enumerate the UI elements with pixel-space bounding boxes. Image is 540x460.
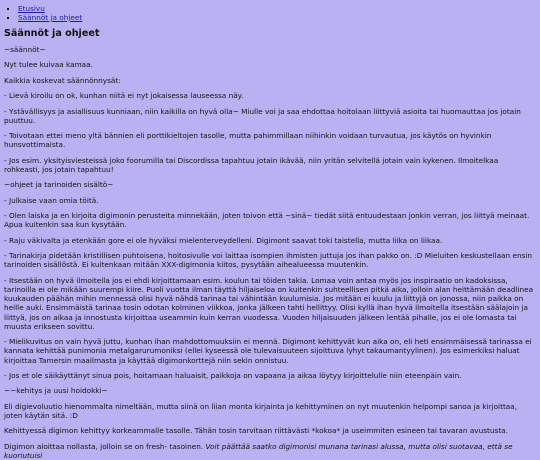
paragraph (4, 442, 536, 460)
rule-item: - Mielikuvitus on vain hyvä juttu, kunhan ihan mahdottomuuksiin ei mennä. Digimont kehittyvät kun aika on, eli heti ensimmäisessä tarinassa ei kannata kehittää punimonia metalgarurumoniksi (ellei kyseessä ole tulevaisuuteen sijoittuva lyhyt takaumantyylinen). Jos esimerkiksi haluat kirjoittaa Tamersin maailmasta ja käyttää digimonkorttejä niin sekin onnistuu. (4, 337, 532, 365)
nav-item-home (18, 4, 536, 13)
rule-item: - Lievä kiroilu on ok, kunhan niitä ei nyt jokaisessa lauseessa näy. (4, 91, 244, 101)
rule-item: - Itsestään on hyvä ilmoitella jos ei ehdi kirjoittamaan esim. koulun tai töiden takia. Lomaa voin antaa myös jos inspiraatio on kadoksissa, tarinoilla ei ole mikään suurempi kiire. Puoli vuotta ilman täyttä hiljaiseloa on kuitenkin suhteellisen pitkä aika, jolloin alan heittämään deadlinea kuukauden päähän mihin mennessä olisi hyvä nähdä tarinaa tai vähintään kuulumisia. Jos mitään ei kuulu ja liittyjä on jonossa, niin paikka on heille auki. Ensimmäistä tarinaa tosin odotan kolminen viikkoa, jonka jälkeen tahti hellittyy. Olisi kyllä ihan hyvä ilmoitella itsestään säälajoin ja liittyä, jos on aikaa ja innostusta kirjoittaa useammin kuin kerran vuodessa. Vuoden hiljaisuuden jälkeen lentää pihalle, jos ei ole lomasta tai muusta erikseen sovittu. (4, 275, 534, 331)
top-nav (4, 4, 536, 22)
section-heading-evolution: ~~kehitys ja uusi hoidokki~ (4, 386, 108, 396)
rule-item: - Ystävällisyys ja asiallisuus kunniaan, niin kaikilla on hyvä olla~ Miulle voi ja saa ehdottaa hoitolaan liittyviä asioita tai huomauttaa jos jotain puuttuu. (4, 106, 521, 125)
paragraph: Nyt tulee kuivaa kamaa. (4, 60, 93, 70)
nav-link-rules[interactable]: Säännöt ja ohjeet (18, 13, 83, 22)
page-title: Säännöt ja ohjeet (4, 28, 100, 39)
nav-link-home[interactable]: Etusivu (18, 4, 45, 13)
rule-item: - Toivotaan ettei meno yltä bännien eli porttikieltojen tasolle, mutta pahimmillaan niihinkin voidaan turvautua, jos käytös on hyvinkin hunsvottimaista. (4, 131, 492, 150)
rule-item: - Jos esim. yksityisviesteissä joko foorumilla tai Discordissa tapahtuu jotain ikävää, niin yritän selvitellä jotain vain kykenen. Ilmoitelkaa rohkeasti, jos jotain tapahtuu! (4, 155, 499, 174)
rule-item: - Jos et ole säikäyttänyt sinua pois, hoitamaan haluaisit, paikkoja on vapaana ja aikaa löytyy kirjoittelulle niin eteenpäin vain. (4, 370, 462, 380)
section-heading-guidelines: ~ohjeet ja tarinoiden sisältö~ (4, 180, 114, 190)
paragraph-lead: Digimon aloittaa nollasta, jolloin se on fresh- tasoinen. (4, 441, 206, 451)
section-heading-rules: ~säännöt~ (4, 45, 46, 54)
rule-item: - Raju väkivalta ja etenkään gore ei ole hyväksi mielenterveydelleni. Digimont saavat toki taistella, mutta liika on liikaa. (4, 235, 443, 245)
paragraph-emphasis: Voit päättää saatko digimonisi munana tarinasi alussa, mutta olisi suotavaa, että se kuoriutuisi (4, 441, 513, 460)
nav-item-rules (18, 13, 536, 22)
rule-item: - Olen laiska ja en kirjoita digimonin perusteita minnekään, joten toivon että ~sinä~ tiedät siitä entuudestaan jonkin verran, jos liittyä meinaat. Apua kuitenkin saa kun kysytään. (4, 211, 530, 230)
rule-item: - Tarinakirja pidetään kristillisen puhtoisena, hoitosivulle voi laittaa isompien ihmisten juttuja jos ihan pakko on. :D Mieluiten keskustellaan ensin tarinoiden sisällöstä. Ei kuitenkaan mitään XXX-digimonia kiitos, pysytään aihealueessa muutenkin. (4, 251, 533, 270)
paragraph: Kehittyessä digimon kehittyy korkeammalle tasolle. Tähän tosin tarvitaan riittävästi *kokoa* ja useimmiten esineen tai tavaran avustusta. (4, 426, 508, 436)
rule-item: - Julkaise vaan omia töitä. (4, 195, 99, 205)
article-body (4, 45, 536, 460)
paragraph: Eli digievoluutio hienommalta nimeltään, mutta siinä on liian monta kirjainta ja kehittyminen on nyt muutenkin helpompi sanoa ja kirjoittaa, joten käytän sitä. :D (4, 401, 518, 420)
paragraph: Kaikkia koskevat säännönnysät: (4, 75, 121, 85)
